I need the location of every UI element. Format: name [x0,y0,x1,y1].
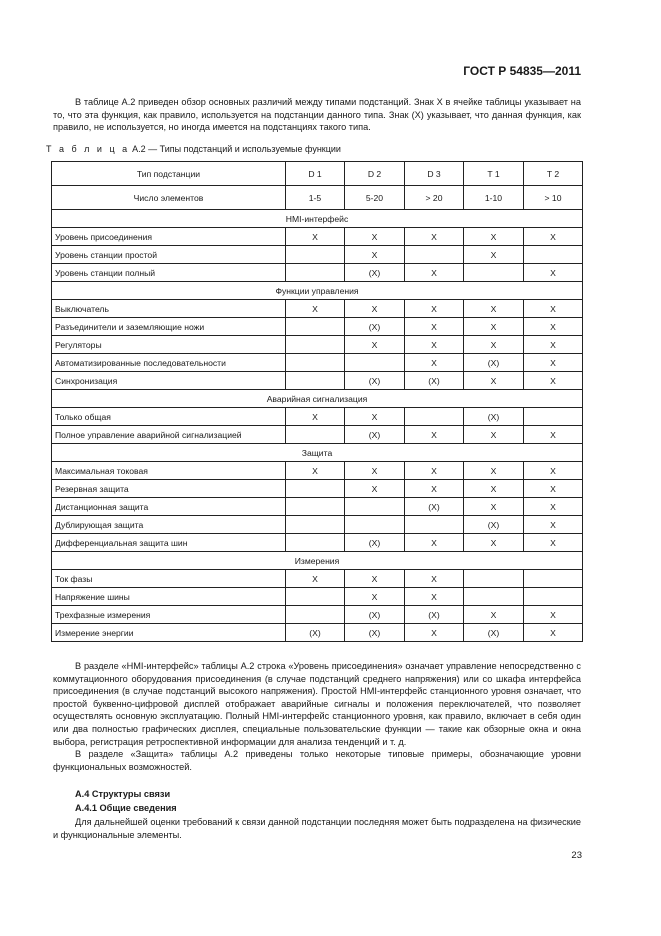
row-label: Резервная защита [52,480,286,498]
count-label: Число элементов [52,186,286,210]
row-cell [286,516,345,534]
section-title: Функции управления [52,282,583,300]
row-cell: X [524,372,583,390]
row-cell [405,516,464,534]
row-cell [286,372,345,390]
row-cell: X [286,228,345,246]
header-type-1: D 1 [286,162,345,186]
row-cell: X [464,336,524,354]
section-row [52,210,583,228]
row-cell: X [345,246,405,264]
row-cell [524,408,583,426]
row-cell: X [405,570,464,588]
row-cell: X [405,228,464,246]
section-title: Аварийная сигнализация [52,390,583,408]
row-cell: X [405,354,464,372]
row-cell: X [464,246,524,264]
row-cell [286,318,345,336]
row-cell [286,426,345,444]
row-cell: (X) [345,606,405,624]
general-paragraph [53,816,581,841]
row-cell: X [345,228,405,246]
row-cell [464,264,524,282]
row-cell: X [405,462,464,480]
row-label: Трехфазные измерения [52,606,286,624]
general-text: Для дальнейшей оценки требований к связи данной подстанции последняя может быть подразделена на физические и функциональные элементы. [53,817,581,840]
table-row [52,426,583,444]
row-cell [524,246,583,264]
row-cell: X [464,372,524,390]
section-title: Защита [52,444,583,462]
row-label: Напряжение шины [52,588,286,606]
table-row [52,372,583,390]
row-cell [286,264,345,282]
table-caption-prefix: Т а б л и ц а [46,144,130,154]
row-cell: X [345,300,405,318]
row-cell: X [524,264,583,282]
row-cell: (X) [464,408,524,426]
row-cell: X [524,336,583,354]
section-title: Измерения [52,552,583,570]
row-cell: (X) [405,606,464,624]
row-cell: X [524,606,583,624]
table-row [52,246,583,264]
row-cell: X [286,462,345,480]
table-header-row [52,162,583,186]
row-cell [286,606,345,624]
row-cell: X [464,228,524,246]
row-cell [524,570,583,588]
row-label: Ток фазы [52,570,286,588]
row-cell: (X) [286,624,345,642]
table-row [52,354,583,372]
row-label: Автоматизированные последовательности [52,354,286,372]
row-cell: (X) [345,624,405,642]
row-cell: X [524,354,583,372]
row-label: Регуляторы [52,336,286,354]
table-row [52,264,583,282]
row-cell: X [405,336,464,354]
table-row [52,516,583,534]
table-row [52,624,583,642]
row-cell: X [345,462,405,480]
intro-paragraph [53,96,581,134]
row-cell: X [405,480,464,498]
row-cell: (X) [405,498,464,516]
row-cell: X [464,498,524,516]
row-cell [405,408,464,426]
row-cell: X [405,264,464,282]
section-title: HMI-интерфейс [52,210,583,228]
row-label: Максимальная токовая [52,462,286,480]
row-cell: (X) [345,426,405,444]
table-row [52,534,583,552]
table-caption-text: А.2 — Типы подстанций и используемые функции [132,144,341,154]
row-cell: X [286,408,345,426]
page-number: 23 [571,850,582,861]
row-label: Дифференциальная защита шин [52,534,286,552]
row-cell: X [464,534,524,552]
row-label: Уровень станции простой [52,246,286,264]
table-row [52,588,583,606]
row-label: Измерение энергии [52,624,286,642]
row-cell: X [286,300,345,318]
section-row [52,390,583,408]
row-cell: X [345,480,405,498]
row-cell: X [524,498,583,516]
row-cell [345,354,405,372]
section-row [52,552,583,570]
section-heading-a41: А.4.1 Общие сведения [75,803,177,813]
row-cell: (X) [345,318,405,336]
section-row [52,282,583,300]
row-cell: X [524,300,583,318]
header-type-4: T 1 [464,162,524,186]
table-count-row [52,186,583,210]
row-cell [286,246,345,264]
row-cell: X [345,570,405,588]
row-cell: X [524,426,583,444]
row-cell: (X) [464,624,524,642]
substation-functions-table [51,161,583,642]
row-cell: (X) [405,372,464,390]
row-cell: (X) [464,354,524,372]
explanation-text: В разделе «HMI-интерфейс» таблицы А.2 строка «Уровень присоединения» означает управление непосредственно с коммутационного оборудования присоединения (в случае подстанций среднего напряжения) или со шкафа интерфейса присоединения (в случае подстанций высокого напряжения). Простой HMI-интерфейс станционного уровня означает, что простой буквенно-цифровой дисплей отображает аварийные сигналы и положения переключателей, что позволяет осуществлять основную эксплуатацию. Полный HMI-интерфейс станционного уровня, как правило, включает в себя один или два полностью графических дисплея, специальные пользовательские функции — такие как обзорные окна и окна выбора, регистрация ретроспективной информации для анализа тенденций и т. д. [53,661,581,747]
table-row [52,408,583,426]
table-row [52,462,583,480]
row-label: Дублирующая защита [52,516,286,534]
row-cell: X [345,408,405,426]
row-cell: X [464,426,524,444]
table-row [52,336,583,354]
header-type-2: D 2 [345,162,405,186]
table-row [52,300,583,318]
count-value: 5-20 [345,186,405,210]
row-cell: (X) [464,516,524,534]
row-cell: X [524,624,583,642]
table-row [52,480,583,498]
table-row [52,318,583,336]
row-cell [345,516,405,534]
row-cell [286,354,345,372]
row-cell [405,246,464,264]
count-value: > 10 [524,186,583,210]
row-cell [286,534,345,552]
row-cell: X [524,462,583,480]
row-cell: X [524,516,583,534]
row-label: Уровень станции полный [52,264,286,282]
row-cell: X [345,336,405,354]
row-cell [286,588,345,606]
header-type-label: Тип подстанции [52,162,286,186]
protection-note-text: В разделе «Защита» таблицы А.2 приведены только некоторые типовые примеры, обозначающие уровни функциональных возможностей. [53,749,581,772]
count-value: > 20 [405,186,464,210]
row-cell: X [464,480,524,498]
row-label: Разъединители и заземляющие ножи [52,318,286,336]
row-cell: X [345,588,405,606]
row-cell: X [464,462,524,480]
row-cell [524,588,583,606]
row-cell: (X) [345,534,405,552]
row-cell: X [405,588,464,606]
table-row [52,606,583,624]
row-cell [286,336,345,354]
count-value: 1-5 [286,186,345,210]
section-row [52,444,583,462]
count-value: 1-10 [464,186,524,210]
row-cell: X [524,228,583,246]
explanation-paragraph [53,660,581,773]
row-cell: X [405,624,464,642]
table-row [52,228,583,246]
row-label: Только общая [52,408,286,426]
table-row [52,570,583,588]
row-cell [464,570,524,588]
row-cell: X [405,426,464,444]
row-cell: (X) [345,264,405,282]
row-cell: X [405,534,464,552]
row-cell [286,498,345,516]
row-cell: X [524,318,583,336]
row-cell: X [405,318,464,336]
table-row [52,498,583,516]
row-cell: X [405,300,464,318]
row-label: Выключатель [52,300,286,318]
row-cell: X [464,606,524,624]
row-cell: (X) [345,372,405,390]
row-label: Уровень присоединения [52,228,286,246]
row-cell [345,498,405,516]
row-label: Дистанционная защита [52,498,286,516]
row-cell [464,588,524,606]
document-header: ГОСТ Р 54835—2011 [463,64,581,78]
row-cell: X [524,534,583,552]
row-label: Синхронизация [52,372,286,390]
row-cell: X [464,318,524,336]
table-caption [46,144,341,154]
row-cell: X [286,570,345,588]
row-label: Полное управление аварийной сигнализацией [52,426,286,444]
intro-text: В таблице А.2 приведен обзор основных различий между типами подстанций. Знак X в ячейке таблицы указывает на то, что эта функция, как правило, используется на подстанции данного типа. Знак (X) указывает, что данная функция, как правило, не используется, но иногда имеется на подстанциях такого типа. [53,97,581,133]
row-cell: X [464,300,524,318]
header-type-5: T 2 [524,162,583,186]
header-type-3: D 3 [405,162,464,186]
row-cell [286,480,345,498]
row-cell: X [524,480,583,498]
section-heading-a4: А.4 Структуры связи [75,789,171,799]
